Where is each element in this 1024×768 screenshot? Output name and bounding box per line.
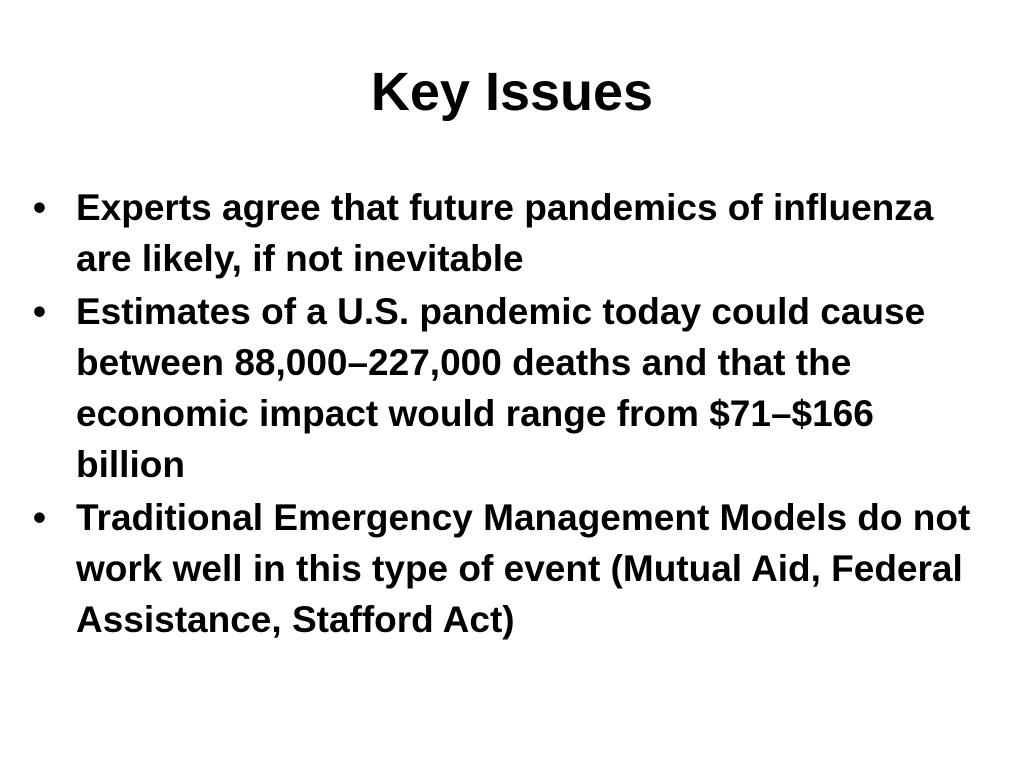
- slide-title: Key Issues: [370, 62, 654, 122]
- bullet-text: Traditional Emergency Management Models do not work well in this type of event (Mutual Aid, Federal Assistance, Stafford Act): [76, 497, 971, 640]
- bullet-item-1: [0, 182, 1024, 284]
- bullet-icon: •: [33, 187, 46, 228]
- bullet-icon: •: [33, 497, 46, 538]
- bullet-text: Estimates of a U.S. pandemic today could cause between 88,000–227,000 deaths and that the economic impact would range from $71–$166 billion: [76, 291, 926, 485]
- bullet-item-2: [0, 286, 1024, 490]
- bullet-icon: •: [33, 291, 46, 332]
- bullet-list: [0, 182, 1024, 647]
- bullet-item-3: [0, 492, 1024, 645]
- bullet-text: Experts agree that future pandemics of influenza are likely, if not inevitable: [76, 187, 934, 279]
